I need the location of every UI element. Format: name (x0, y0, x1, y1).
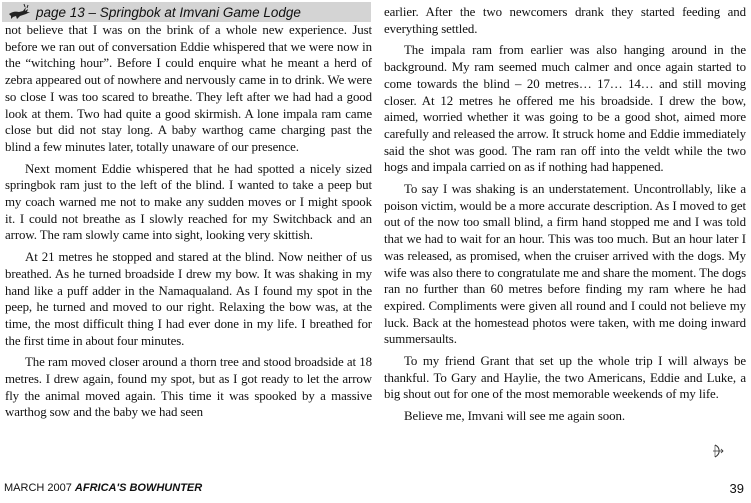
paragraph: The ram moved closer around a thorn tree and stood broadside at 18 metres. I drew again, found my spot, but as I got ready to let the arrow fly the animal moved again. This time it was spooked by a massive warthog sow and the baby we had seen (5, 355, 372, 420)
paragraph: To say I was shaking is an understatement. Uncontrollably, like a poison victim, would be a more accurate description. As I moved to get out of the now too small blind, a firm hand stopped me and I was told that we had to wait for an hour. This was too much. But an hour later I was released, as promised, when the cruiser arrived with the dogs. My wife was also there to congratulate me and share the moment. The dogs ran no further than 60 metres before finding my ram where he had expired. Compliments were given all round and I could not believe my luck. Back at the homestead photos were taken, with me doing inward summersaults. (384, 182, 746, 347)
paragraph: To my friend Grant that set up the whole trip I will always be thankful. To Gary and Haylie, the two Americans, Eddie and Luke, a big shout out for one of the most memorable weekends of my life. (384, 354, 746, 402)
paragraph: At 21 metres he stopped and stared at the blind. Now neither of us breathed. As he turned broadside I drew my bow. It was shaking in my hand like a puff adder in the Namaqualand. As I found my spot in the peep, he turned and moved to our right. Relaxing the bow was, at the time, the most difficult thing I had ever done in my life. I breathed for the first time in about four minutes. (5, 250, 372, 348)
footer-magazine-name: AFRICA'S BOWHUNTER (74, 482, 203, 494)
footer-publication (4, 482, 202, 494)
article-header-bar (2, 2, 371, 22)
footer-date: MARCH 2007 (4, 482, 72, 494)
springbok-icon (6, 3, 34, 21)
page-number: 39 (729, 480, 744, 496)
paragraph: not believe that I was on the brink of a whole new experience. Just before we ran out of conversation Eddie whispered that we were now in the “witching hour”. Before I could enquire what he meant a herd of zebra appeared out of nowhere and nervously came in to drink. We were so close I was too scared to breathe. They left after we had had a good look at them. Two had quite a good skirmish. A lone impala ram came close but did not stay long. A baby warthog came charging past the blind a few minutes later, totally unaware of our presence. (5, 23, 372, 154)
bow-end-mark-icon (712, 444, 724, 458)
paragraph: earlier. After the two newcomers drank they started feeding and everything settled. (384, 5, 746, 36)
page-footer (4, 478, 744, 498)
article-running-title: page 13 – Springbok at Imvani Game Lodge (36, 4, 301, 20)
left-text-column (5, 22, 372, 421)
paragraph: Believe me, Imvani will see me again soon. (404, 409, 625, 424)
right-text-column (384, 4, 746, 425)
paragraph: The impala ram from earlier was also hanging around in the background. My ram seemed much calmer and once again started to come towards the blind – 20 metres… 17… 14… and still moving closer. At 12 metres he offered me his broadside. I drew the bow, aimed, worried whether it was going to be a good shot, aimed more carefully and released the arrow. It struck home and Eddie immediately said the shot was good. The ram ran off into the veldt while the two hogs and impala carried on as if nothing had happened. (384, 43, 746, 175)
paragraph: Next moment Eddie whispered that he had spotted a nicely sized springbok ram just to the left of the blind. I wanted to take a peep but my coach warned me not to make any sudden moves or I might spook it. I could not breathe as I slowly reached for my Switchback and an arrow. The ram slowly came into sight, looking very skittish. (5, 161, 372, 243)
